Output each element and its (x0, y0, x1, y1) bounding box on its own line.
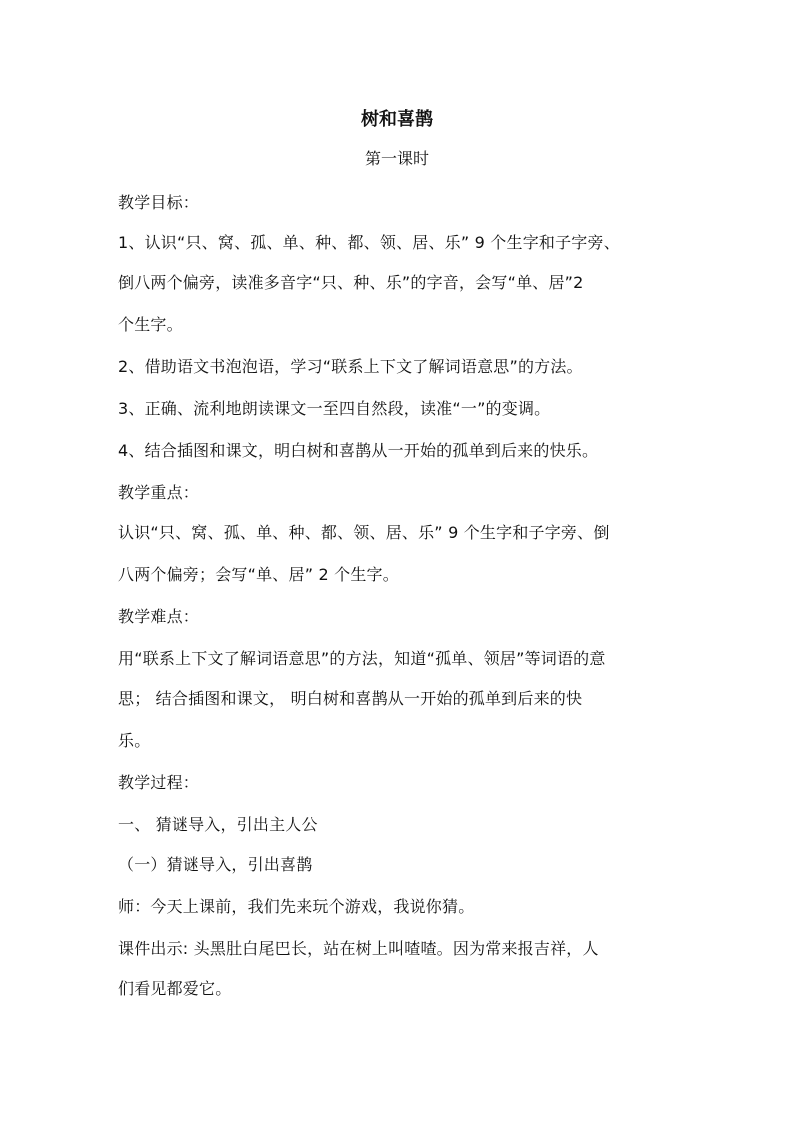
body-line: 个生字。 (118, 315, 183, 334)
body-line: 乐。 (118, 731, 151, 750)
body-line: 八两个偏旁；会写“单、居” 2 个生字。 (118, 565, 399, 584)
document-title: 树和喜鹊 (361, 109, 433, 130)
body-line: 一、 猜谜导入，引出主人公 (118, 815, 318, 834)
body-line: （一）猜谜导入，引出喜鹊 (118, 855, 313, 874)
body-line: 认识“只、窝、孤、单、种、都、领、居、乐” 9 个生字和子字旁、倒 (118, 523, 610, 542)
body-line: 思； 结合插图和课文， 明白树和喜鹊从一开始的孤单到后来的快 (118, 689, 583, 708)
body-line: 倒八两个偏旁，读准多音字“只、种、乐”的字音，会写“单、居”2 (118, 273, 584, 292)
section-heading-process: 教学过程： (118, 773, 200, 792)
section-heading-difficulties: 教学难点： (118, 607, 200, 626)
section-heading-key-points: 教学重点： (118, 483, 200, 502)
body-line: 1、认识“只、窝、孤、单、种、都、领、居、乐” 9 个生字和子字旁、 (118, 233, 620, 252)
body-line: 2、借助语文书泡泡语，学习“联系上下文了解词语意思”的方法。 (118, 357, 583, 376)
body-line: 3、正确、流利地朗读课文一至四自然段，读准“一”的变调。 (118, 399, 551, 418)
body-line: 课件出示: 头黑肚白尾巴长，站在树上叫喳喳。因为常来报吉祥，人 (118, 939, 599, 958)
body-line: 4、结合插图和课文，明白树和喜鹊从一开始的孤单到后来的快乐。 (118, 441, 599, 460)
body-line: 们看见都爱它。 (118, 979, 232, 998)
section-heading-objectives: 教学目标： (118, 193, 200, 212)
body-line: 用“联系上下文了解词语意思”的方法，知道“孤单、领居”等词语的意 (118, 649, 606, 668)
body-line: 师：今天上课前，我们先来玩个游戏，我说你猜。 (118, 897, 475, 916)
document-subtitle: 第一课时 (364, 149, 429, 168)
